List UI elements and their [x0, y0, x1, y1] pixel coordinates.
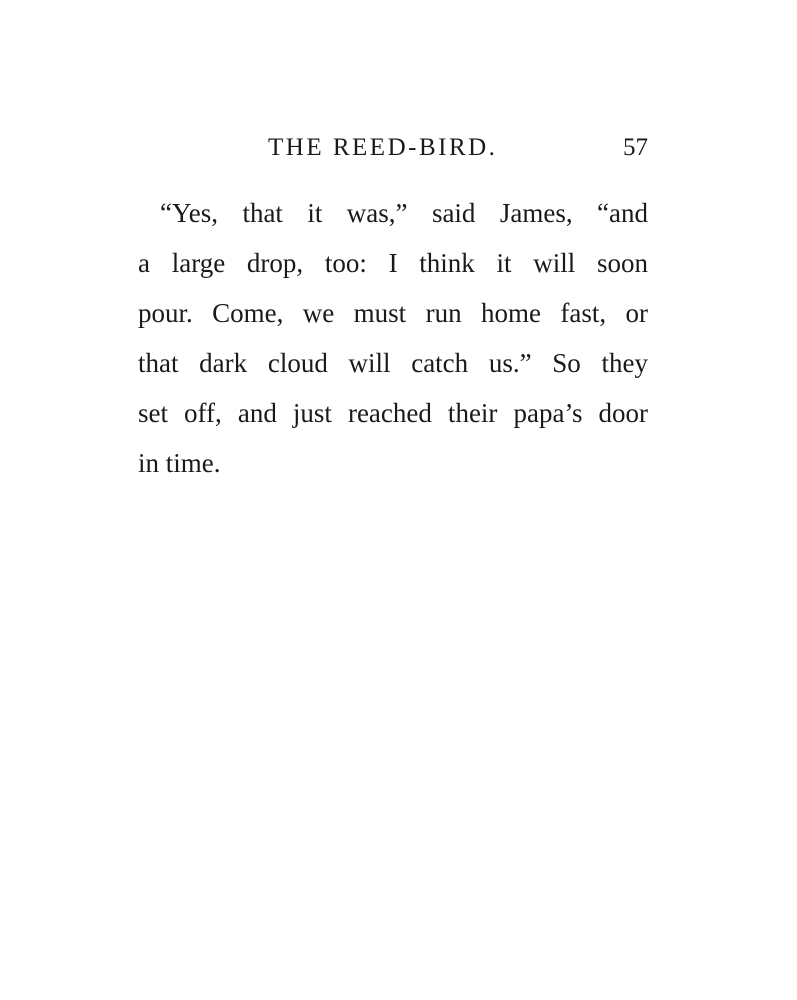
- running-header: [138, 130, 648, 170]
- text-line: a large drop, too: I think it will soon: [138, 248, 648, 278]
- paragraph: [138, 188, 648, 488]
- text-line: set off, and just reached their papa’s door: [138, 398, 648, 428]
- text-line: in time.: [138, 448, 221, 478]
- text-line: pour. Come, we must run home fast, or: [138, 298, 648, 328]
- running-title: THE REED-BIRD.: [268, 134, 498, 161]
- text-line: “Yes, that it was,” said James, “and: [160, 198, 648, 228]
- page-number: 57: [623, 134, 648, 161]
- text-line: that dark cloud will catch us.” So they: [138, 348, 648, 378]
